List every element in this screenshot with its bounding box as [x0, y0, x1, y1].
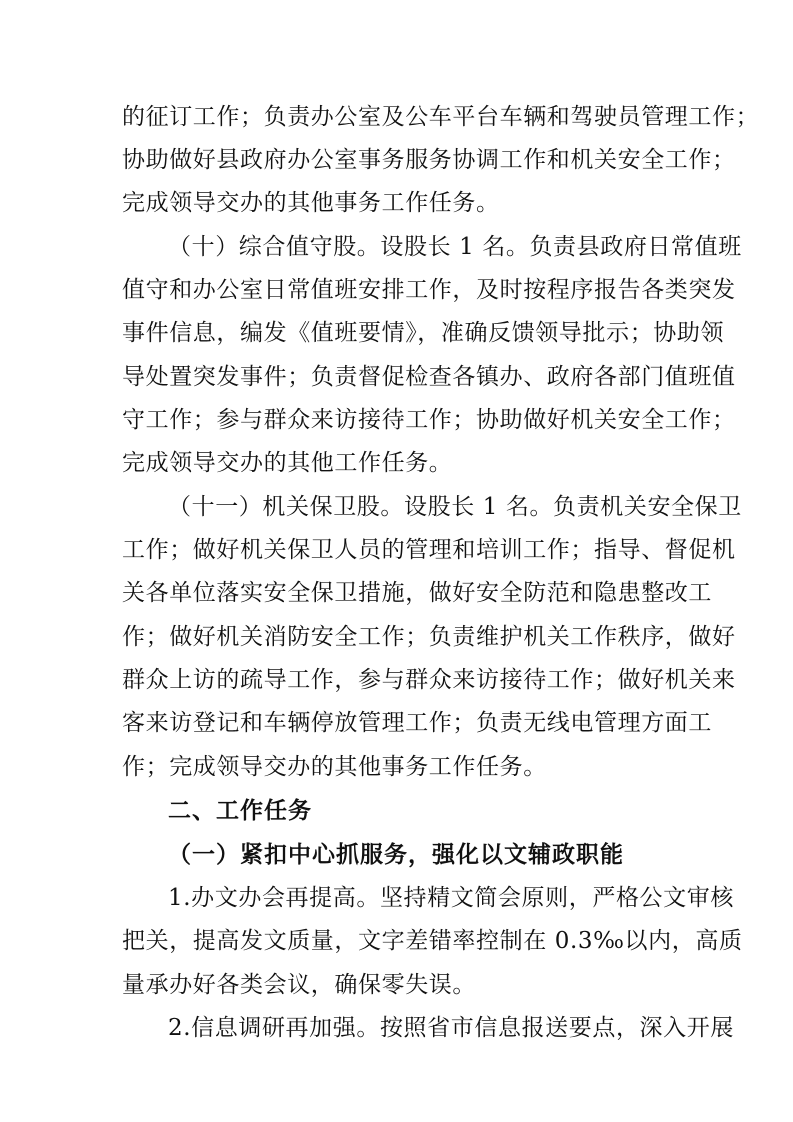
text-line: 值守和办公室日常值班安排工作，及时按程序报告各类突发: [122, 277, 736, 303]
text-line: 的征订工作；负责办公室及公车平台车辆和驾驶员管理工作；: [122, 104, 760, 130]
text-line: 协助做好县政府办公室事务服务协调工作和机关安全工作；: [122, 147, 736, 173]
text-line: 作；完成领导交办的其他事务工作任务。: [122, 754, 547, 780]
text-line: 事件信息，编发《值班要情》，准确反馈领导批示；协助领: [122, 320, 725, 346]
text-line: 作；做好机关消防安全工作；负责维护机关工作秩序，做好: [122, 624, 736, 650]
text-line: 完成领导交办的其他工作任务。: [122, 450, 453, 476]
text-line: 1.办文办会再提高。坚持精文简会原则，严格公文审核: [168, 885, 734, 911]
text-line: 关各单位落实安全保卫措施，做好安全防范和隐患整改工: [122, 580, 712, 606]
text-line: 量承办好各类会议，确保零失误。: [122, 972, 476, 998]
section-heading-line: （十）综合值守股。设股长 1 名。负责县政府日常值班: [168, 234, 742, 260]
text-line: 守工作；参与群众来访接待工作；协助做好机关安全工作；: [122, 407, 736, 433]
text-line: 2.信息调研再加强。按照省市信息报送要点，深入开展: [168, 1015, 734, 1041]
text-line: 群众上访的疏导工作，参与群众来访接待工作；做好机关来: [122, 667, 736, 693]
text-line: 完成领导交办的其他事务工作任务。: [122, 190, 500, 216]
subsection-heading: （一）紧扣中心抓服务，强化以文辅政职能: [168, 842, 624, 868]
text-line: 客来访登记和车辆停放管理工作；负责无线电管理方面工: [122, 710, 712, 736]
chapter-heading: 二、工作任务: [168, 798, 312, 824]
section-heading-line: （十一）机关保卫股。设股长 1 名。负责机关安全保卫: [168, 494, 742, 520]
text-line: 导处置突发事件；负责督促检查各镇办、政府各部门值班值: [122, 364, 736, 390]
text-line: 把关，提高发文质量，文字差错率控制在 0.3‰以内，高质: [122, 928, 743, 954]
text-line: 工作；做好机关保卫人员的管理和培训工作；指导、督促机: [122, 537, 736, 563]
